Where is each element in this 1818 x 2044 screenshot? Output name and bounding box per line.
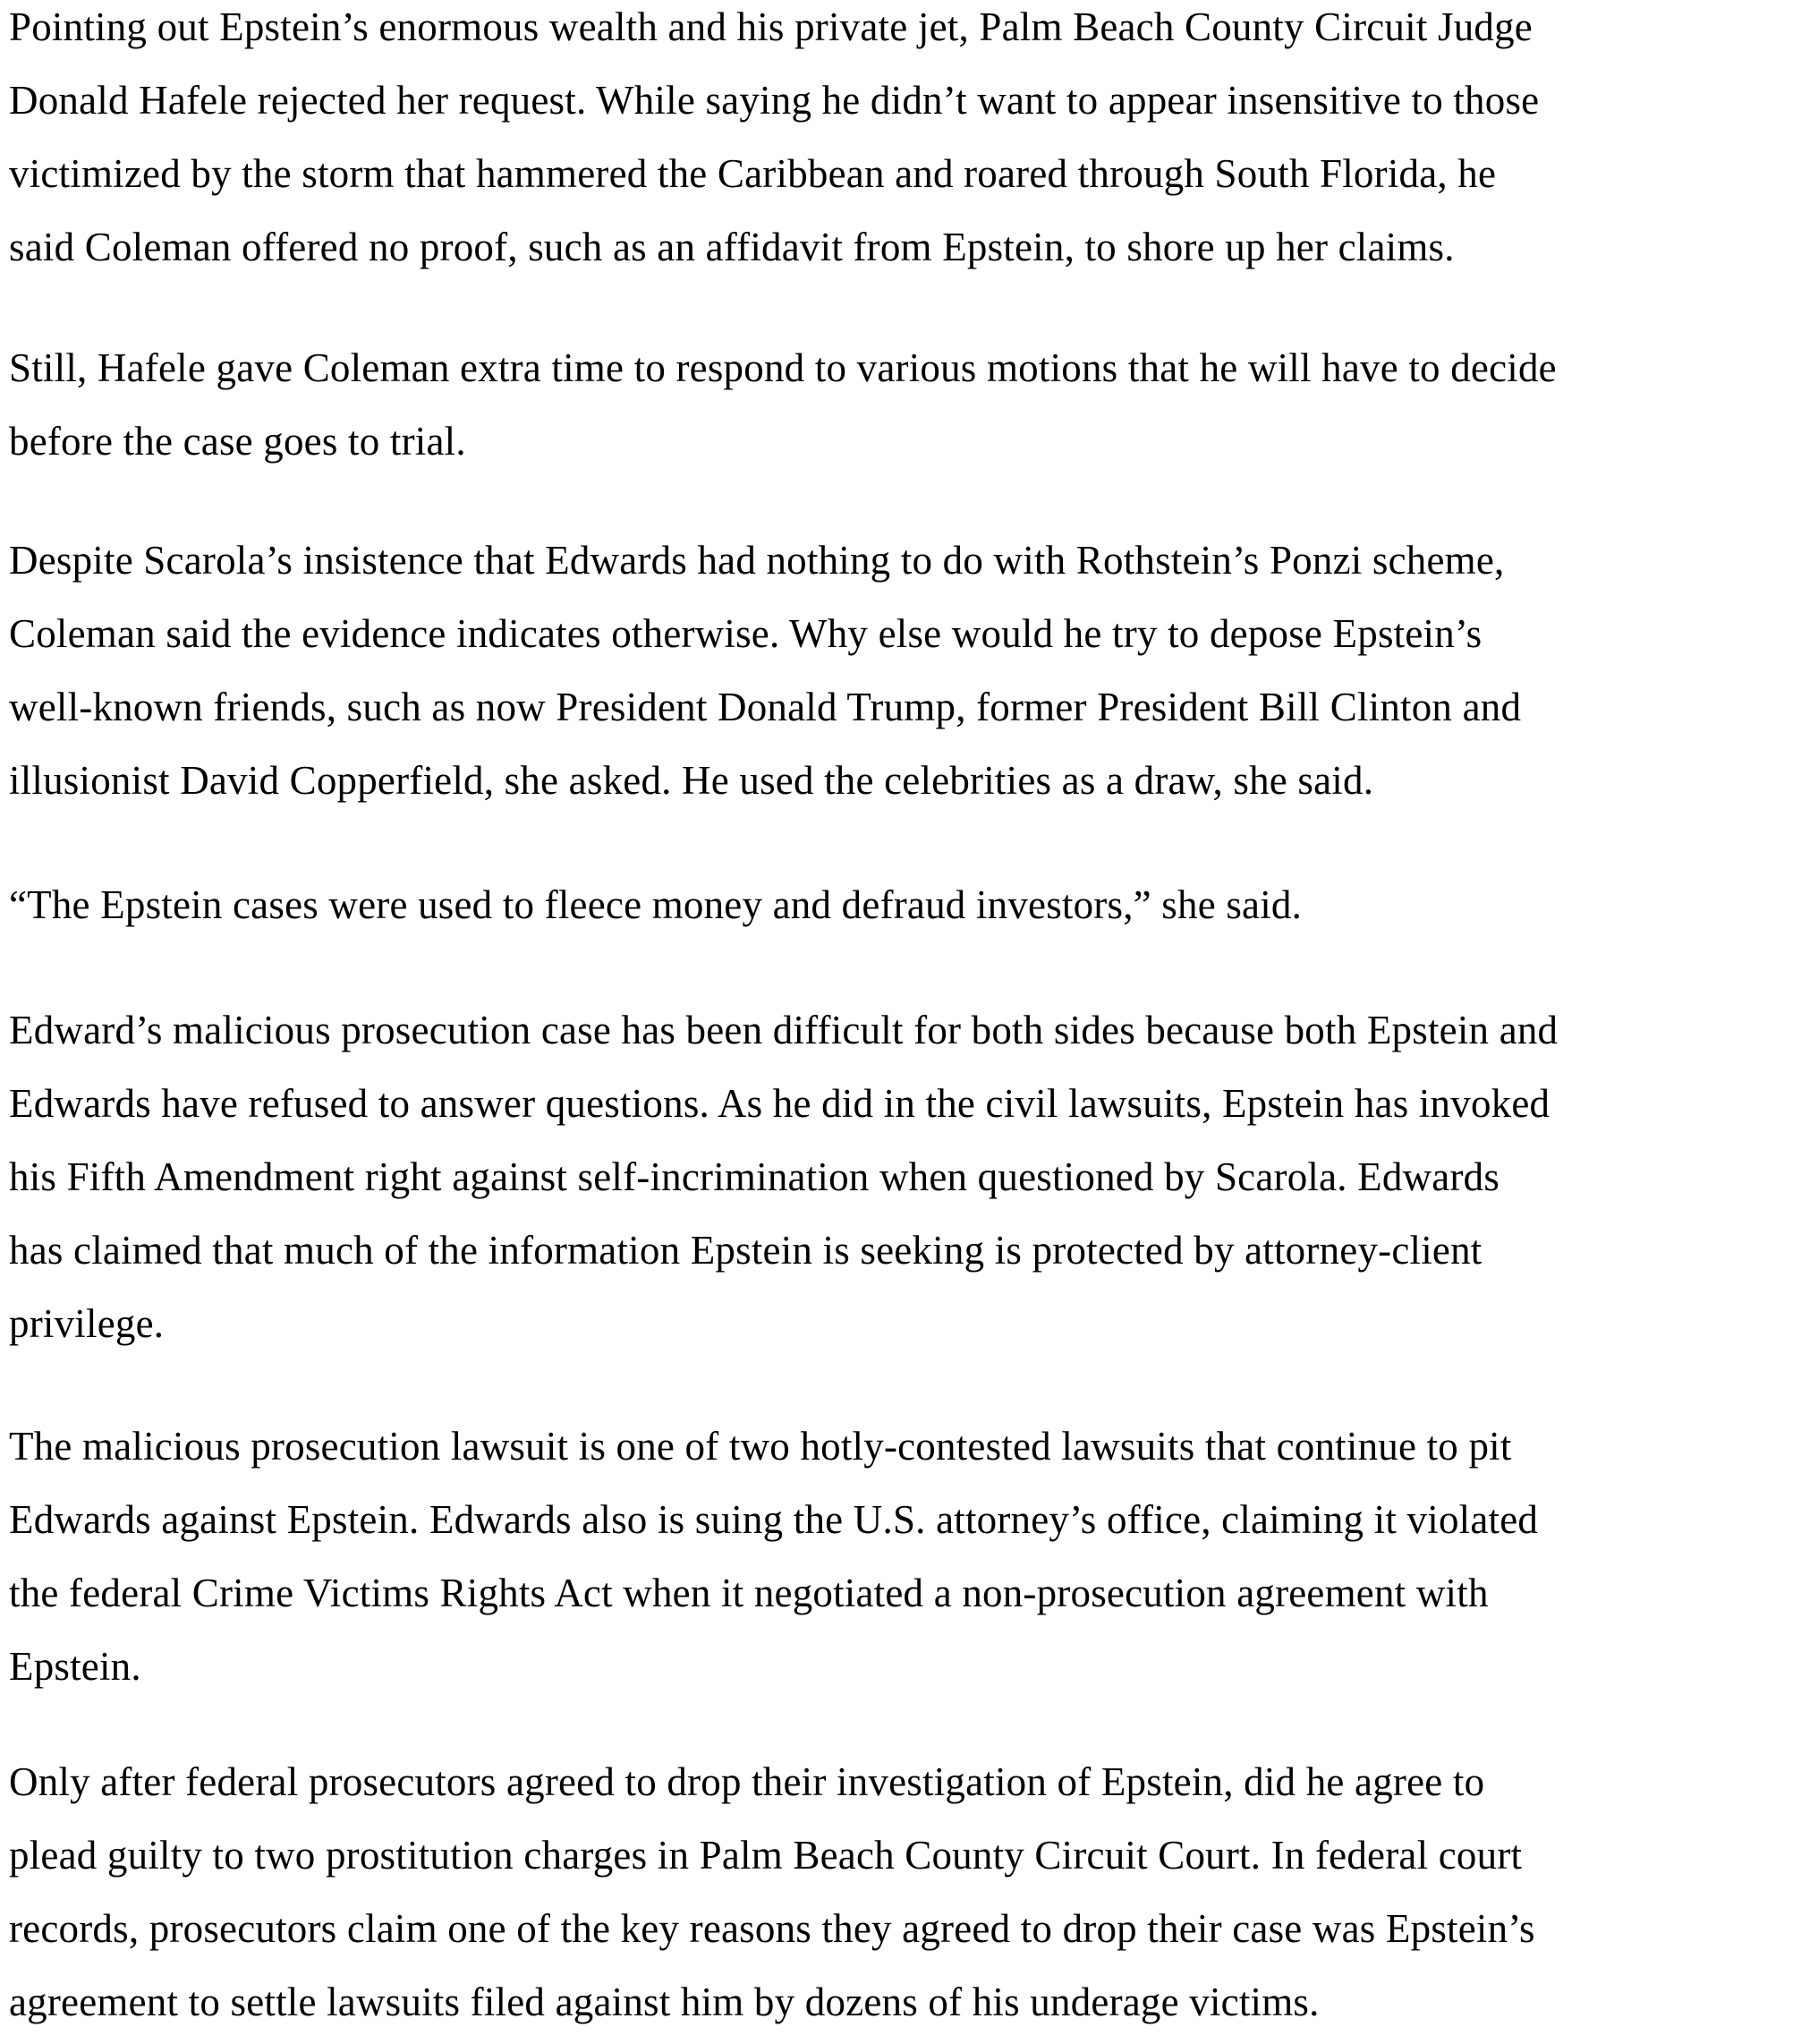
paragraph-two-lawsuits	[9, 1410, 1538, 1703]
text-line: Edward’s malicious prosecution case has been difficult for both sides because both Epstein and	[9, 1008, 1559, 1052]
text-line: “The Epstein cases were used to fleece money and defraud investors,” she said.	[9, 882, 1303, 927]
paragraph-scarola-insistence	[9, 524, 1521, 817]
text-line: plead guilty to two prostitution charges in Palm Beach County Circuit Court. In federal court	[9, 1833, 1523, 1878]
text-line: privilege.	[9, 1301, 165, 1346]
text-line: Pointing out Epstein’s enormous wealth and his private jet, Palm Beach County Circuit Judge	[9, 4, 1533, 49]
text-line: well-known friends, such as now President Donald Trump, former President Bill Clinton and	[9, 685, 1522, 729]
text-line: records, prosecutors claim one of the key reasons they agreed to drop their case was Epstein’s	[9, 1906, 1535, 1951]
text-line: has claimed that much of the information Epstein is seeking is protected by attorney-client	[9, 1228, 1482, 1273]
text-line: Donald Hafele rejected her request. While saying he didn’t want to appear insensitive to those	[9, 78, 1540, 123]
text-line: his Fifth Amendment right against self-incrimination when questioned by Scarola. Edwards	[9, 1154, 1500, 1199]
paragraph-plea-agreement	[9, 1745, 1535, 2039]
text-line: The malicious prosecution lawsuit is one of two hotly-contested lawsuits that continue to pit	[9, 1424, 1512, 1469]
text-line: agreement to settle lawsuits filed against him by dozens of his underage victims.	[9, 1980, 1320, 2024]
text-line: illusionist David Copperfield, she asked. He used the celebrities as a draw, she said.	[9, 758, 1374, 803]
text-line: Edwards against Epstein. Edwards also is suing the U.S. attorney’s office, claiming it violated	[9, 1497, 1539, 1542]
text-line: the federal Crime Victims Rights Act when it negotiated a non-prosecution agreement with	[9, 1571, 1489, 1615]
text-line: Only after federal prosecutors agreed to drop their investigation of Epstein, did he agree to	[9, 1759, 1485, 1804]
paragraph-extra-time	[9, 331, 1557, 478]
text-line: before the case goes to trial.	[9, 419, 466, 464]
paragraph-quote	[9, 868, 1302, 941]
paragraph-malicious-prosecution	[9, 993, 1558, 1360]
text-line: Edwards have refused to answer questions. As he did in the civil lawsuits, Epstein has invoked	[9, 1081, 1550, 1126]
text-line: Despite Scarola’s insistence that Edwards had nothing to do with Rothstein’s Ponzi scheme,	[9, 538, 1505, 583]
text-line: said Coleman offered no proof, such as an affidavit from Epstein, to shore up her claims.	[9, 225, 1455, 269]
text-line: victimized by the storm that hammered the Caribbean and roared through South Florida, he	[9, 151, 1497, 196]
text-line: Epstein.	[9, 1644, 141, 1689]
text-line: Still, Hafele gave Coleman extra time to respond to various motions that he will have to decide	[9, 345, 1557, 390]
paragraph-judge-ruling	[9, 0, 1539, 284]
text-line: Coleman said the evidence indicates otherwise. Why else would he try to depose Epstein’s	[9, 611, 1482, 656]
